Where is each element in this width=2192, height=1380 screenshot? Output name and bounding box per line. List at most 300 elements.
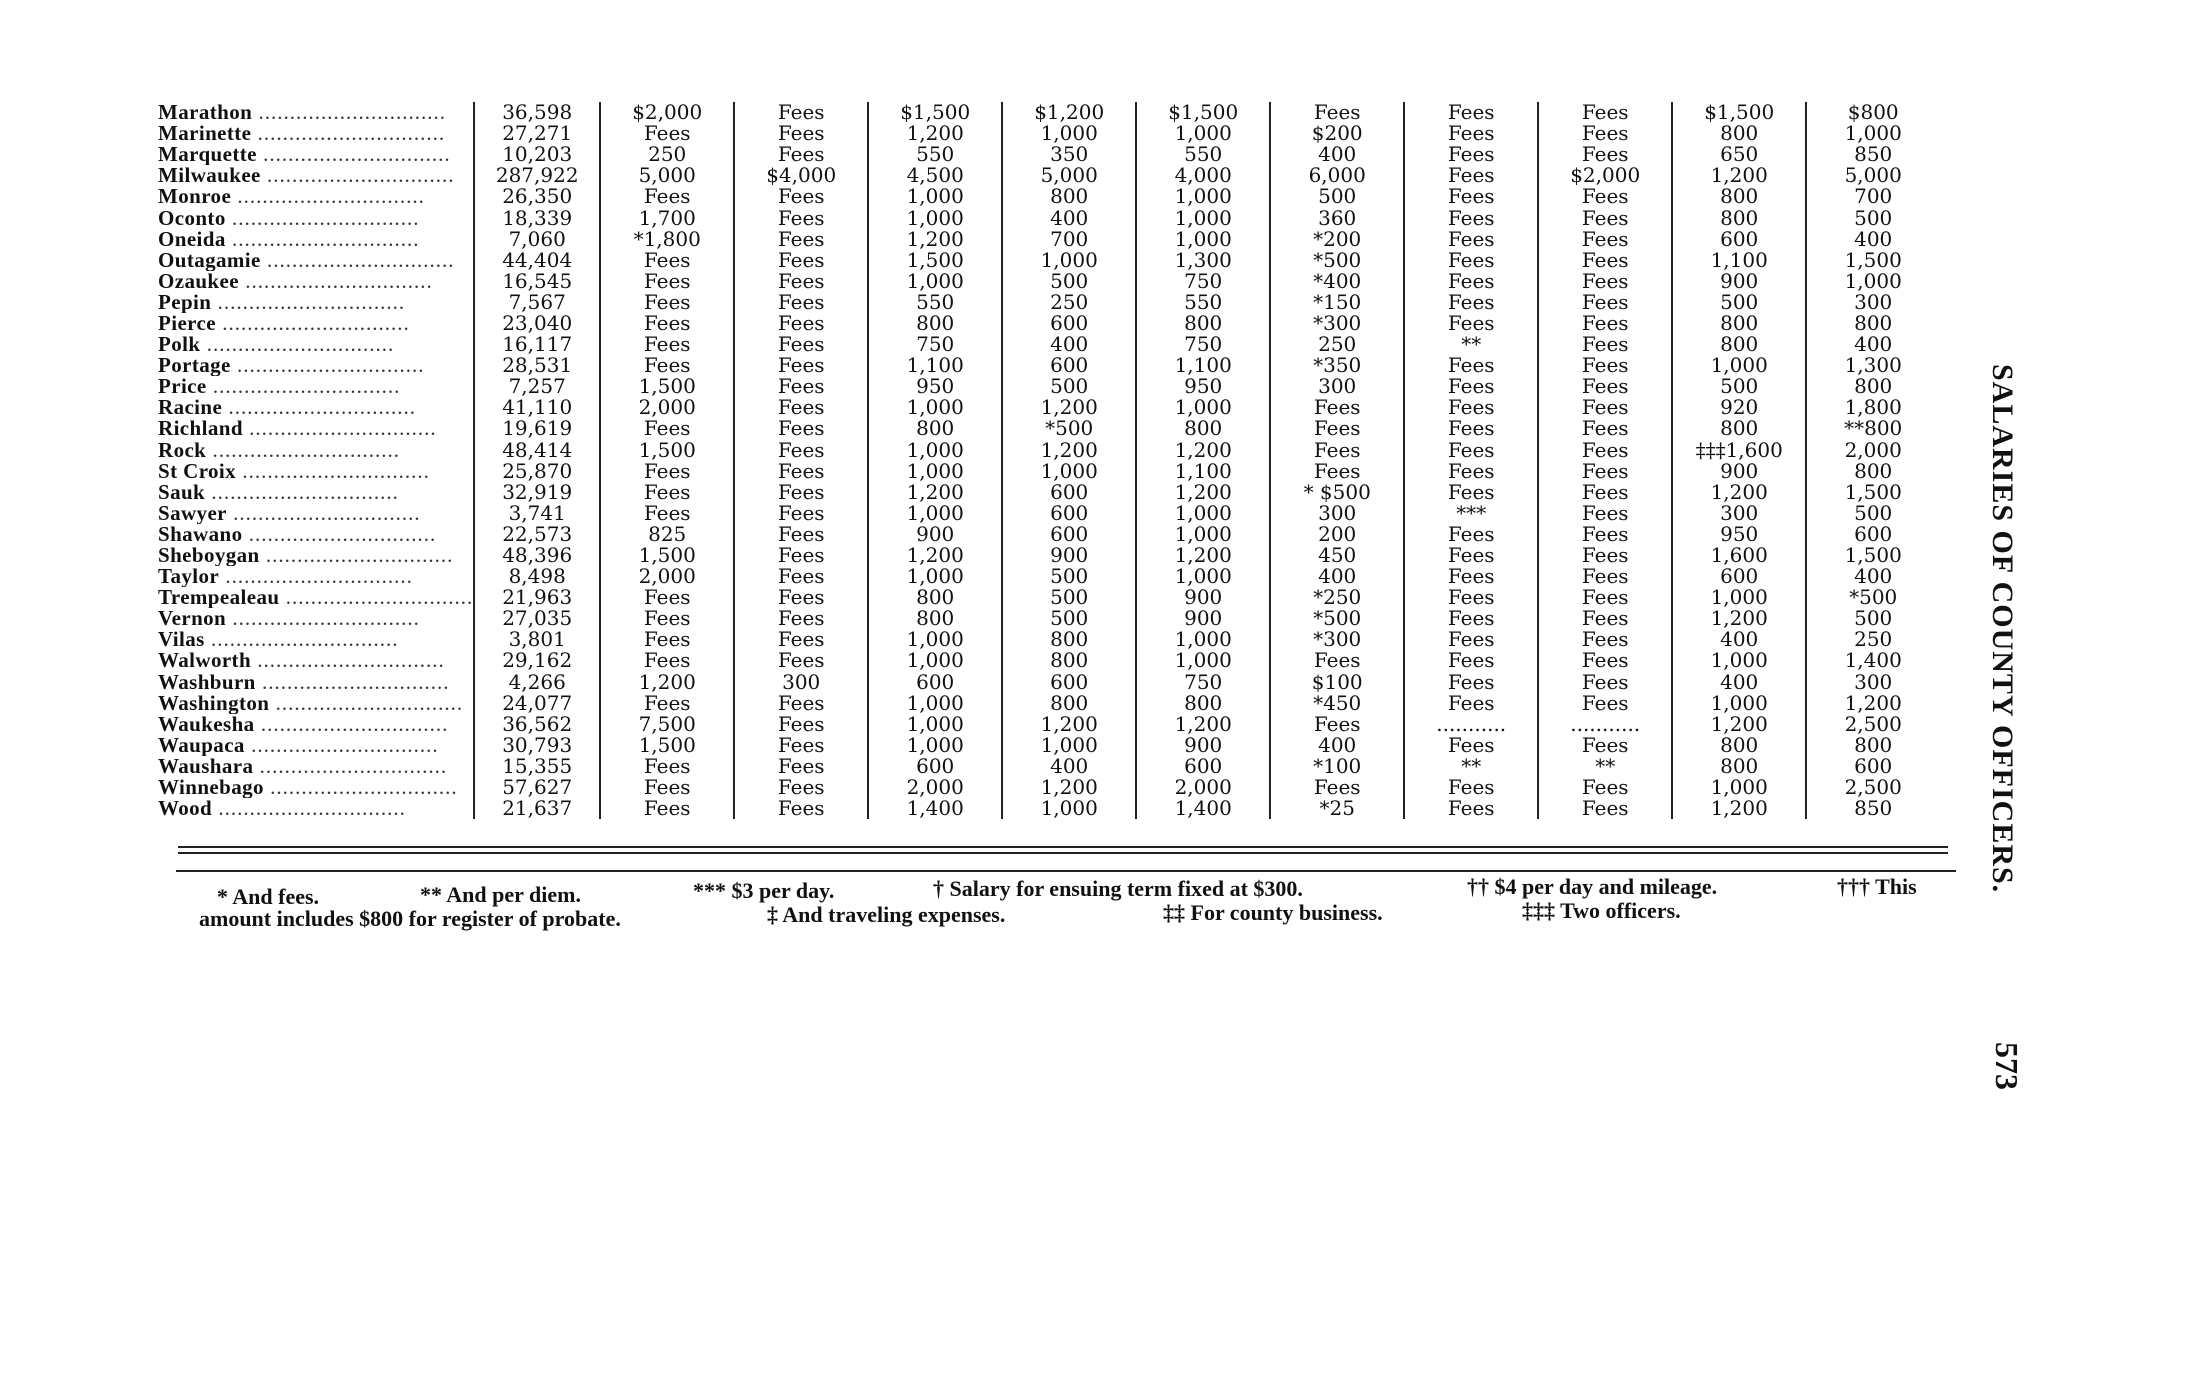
value-cell: 600 — [1002, 524, 1136, 545]
value-cell: 1,700 — [600, 207, 734, 228]
value-cell: 250 — [1806, 629, 1939, 650]
value-cell: Fees — [1404, 165, 1538, 186]
value-cell: 400 — [1806, 566, 1939, 587]
value-cell: Fees — [1270, 714, 1404, 735]
county-name-cell — [158, 735, 474, 756]
leader-dots: .............................. — [242, 523, 437, 545]
value-cell: Fees — [600, 798, 734, 819]
county-name: Vernon — [158, 608, 227, 630]
value-cell: 850 — [1806, 144, 1939, 165]
value-cell: 500 — [1672, 376, 1806, 397]
value-cell: Fees — [1404, 355, 1538, 376]
value-cell: Fees — [1270, 650, 1404, 671]
table-row — [158, 292, 1939, 313]
value-cell: Fees — [600, 186, 734, 207]
value-cell: 5,000 — [600, 165, 734, 186]
leader-dots: .............................. — [256, 144, 451, 166]
value-cell: 1,000 — [1136, 503, 1270, 524]
value-cell: 550 — [868, 292, 1002, 313]
value-cell: 1,300 — [1806, 355, 1939, 376]
value-cell: Fees — [600, 693, 734, 714]
value-cell: 1,000 — [1136, 186, 1270, 207]
leader-dots: .............................. — [238, 270, 433, 292]
value-cell: 1,200 — [1136, 714, 1270, 735]
footnote-county-business: ‡‡ For county business. — [1163, 900, 1383, 925]
county-name: Racine — [158, 397, 223, 419]
value-cell: 800 — [1672, 123, 1806, 144]
value-cell: Fees — [734, 334, 868, 355]
value-cell: Fees — [600, 123, 734, 144]
value-cell: 1,000 — [1136, 123, 1270, 144]
county-name: Trempealeau — [158, 587, 280, 609]
value-cell: 1,000 — [1672, 587, 1806, 608]
value-cell: 650 — [1672, 144, 1806, 165]
value-cell: 1,000 — [1136, 207, 1270, 228]
value-cell: 28,531 — [474, 355, 600, 376]
county-name: Polk — [158, 334, 201, 356]
value-cell: Fees — [600, 587, 734, 608]
value-cell: 2,000 — [1806, 440, 1939, 461]
leader-dots: .............................. — [215, 312, 410, 335]
value-cell: 800 — [1002, 186, 1136, 207]
value-cell: 800 — [1136, 418, 1270, 439]
leader-dots: .............................. — [244, 734, 439, 756]
value-cell: 1,200 — [1672, 714, 1806, 735]
value-cell: 5,000 — [1002, 165, 1136, 186]
value-cell: 800 — [868, 608, 1002, 629]
value-cell: *150 — [1270, 292, 1404, 313]
value-cell: 600 — [868, 672, 1002, 693]
footnote-rule — [176, 870, 1956, 872]
value-cell: 600 — [1672, 229, 1806, 250]
value-cell: 1,000 — [868, 397, 1002, 418]
value-cell: Fees — [734, 418, 868, 439]
value-cell: 4,266 — [474, 672, 600, 693]
page-number: 573 — [1989, 1042, 2025, 1090]
value-cell: Fees — [734, 629, 868, 650]
leader-dots: .............................. — [206, 376, 401, 398]
value-cell: Fees — [1404, 461, 1538, 482]
value-cell: Fees — [1538, 440, 1672, 461]
value-cell: *300 — [1270, 629, 1404, 650]
value-cell: 7,257 — [474, 376, 600, 397]
table-bottom-rule — [178, 846, 1948, 848]
county-name-cell — [158, 165, 474, 186]
value-cell: Fees — [1404, 777, 1538, 798]
value-cell: Fees — [734, 144, 868, 165]
value-cell: 400 — [1002, 756, 1136, 777]
value-cell: 900 — [1136, 608, 1270, 629]
table-row — [158, 693, 1939, 714]
county-name: Walworth — [158, 650, 252, 672]
table-row — [158, 397, 1939, 418]
value-cell: ........... — [1404, 714, 1538, 735]
value-cell: 57,627 — [474, 777, 600, 798]
leader-dots: .............................. — [251, 123, 446, 145]
value-cell: 600 — [1806, 756, 1939, 777]
county-name-cell — [158, 186, 474, 207]
value-cell: $200 — [1270, 123, 1404, 144]
value-cell: *100 — [1270, 756, 1404, 777]
value-cell: 18,339 — [474, 207, 600, 228]
value-cell: 1,000 — [1672, 777, 1806, 798]
value-cell: 920 — [1672, 397, 1806, 418]
leader-dots: .............................. — [269, 692, 464, 714]
value-cell: 360 — [1270, 207, 1404, 228]
table-row — [158, 756, 1939, 777]
value-cell: 300 — [1806, 292, 1939, 313]
value-cell: 800 — [1806, 735, 1939, 756]
value-cell: Fees — [600, 250, 734, 271]
leader-dots: .............................. — [259, 544, 454, 567]
value-cell: ** — [1538, 756, 1672, 777]
value-cell: 800 — [1136, 693, 1270, 714]
value-cell: 1,500 — [600, 376, 734, 397]
value-cell: 800 — [1672, 313, 1806, 334]
value-cell: Fees — [1538, 334, 1672, 355]
value-cell: Fees — [734, 650, 868, 671]
value-cell: Fees — [1538, 798, 1672, 819]
value-cell: 16,117 — [474, 334, 600, 355]
county-name: Shawano — [158, 523, 243, 545]
value-cell: 300 — [1270, 376, 1404, 397]
value-cell: Fees — [734, 756, 868, 777]
value-cell: $2,000 — [600, 102, 734, 123]
value-cell: 4,000 — [1136, 165, 1270, 186]
value-cell: 1,500 — [868, 250, 1002, 271]
value-cell: 600 — [1002, 482, 1136, 503]
value-cell: Fees — [1538, 587, 1672, 608]
county-name-cell — [158, 440, 474, 461]
value-cell: 32,919 — [474, 482, 600, 503]
value-cell: Fees — [600, 271, 734, 292]
value-cell: 1,200 — [868, 123, 1002, 144]
leader-dots: .............................. — [204, 629, 399, 651]
county-name: Pepin — [158, 291, 212, 313]
county-name-cell — [158, 123, 474, 144]
value-cell: Fees — [734, 524, 868, 545]
value-cell: 2,000 — [600, 566, 734, 587]
table-bottom-rule-2 — [178, 852, 1948, 854]
value-cell: Fees — [1538, 461, 1672, 482]
county-name: Sawyer — [158, 502, 227, 524]
running-title: SALARIES OF COUNTY OFFICERS. — [1986, 364, 2019, 894]
leader-dots: .............................. — [231, 186, 425, 208]
value-cell: 41,110 — [474, 397, 600, 418]
county-name: Pierce — [158, 312, 216, 335]
value-cell: Fees — [1270, 440, 1404, 461]
value-cell: 1,000 — [1002, 250, 1136, 271]
table-row — [158, 376, 1939, 397]
value-cell: 900 — [1672, 271, 1806, 292]
value-cell: 800 — [1672, 207, 1806, 228]
value-cell: Fees — [1538, 672, 1672, 693]
value-cell: *500 — [1270, 250, 1404, 271]
value-cell: Fees — [734, 798, 868, 819]
value-cell: 600 — [1002, 672, 1136, 693]
value-cell: Fees — [1404, 629, 1538, 650]
footnote-amount: amount includes $800 for register of probate. — [199, 906, 621, 931]
value-cell: 1,200 — [868, 482, 1002, 503]
value-cell: Fees — [600, 482, 734, 503]
value-cell: 500 — [1002, 271, 1136, 292]
county-salary-table — [158, 102, 1939, 819]
value-cell: 400 — [1270, 735, 1404, 756]
county-name: Monroe — [158, 186, 232, 208]
value-cell: 1,000 — [868, 650, 1002, 671]
county-name: Vilas — [158, 629, 205, 651]
value-cell: Fees — [1404, 798, 1538, 819]
county-name: St Croix — [158, 460, 237, 482]
table-row — [158, 229, 1939, 250]
county-name: Washington — [158, 692, 270, 714]
value-cell: 400 — [1806, 334, 1939, 355]
value-cell: Fees — [734, 123, 868, 144]
leader-dots: .............................. — [260, 165, 455, 187]
value-cell: Fees — [1404, 397, 1538, 418]
table-row — [158, 714, 1939, 735]
value-cell: 1,200 — [1002, 714, 1136, 735]
value-cell: Fees — [1538, 355, 1672, 376]
value-cell: 800 — [1672, 735, 1806, 756]
value-cell: 800 — [1672, 186, 1806, 207]
value-cell: 1,000 — [1806, 123, 1939, 144]
table-row — [158, 440, 1939, 461]
value-cell: Fees — [734, 777, 868, 798]
county-name: Ozaukee — [158, 270, 239, 292]
value-cell: 800 — [1806, 461, 1939, 482]
table-row — [158, 482, 1939, 503]
value-cell: 800 — [1136, 313, 1270, 334]
value-cell: 22,573 — [474, 524, 600, 545]
footnote-salary-term: † Salary for ensuing term fixed at $300. — [933, 876, 1303, 901]
value-cell: 600 — [1136, 756, 1270, 777]
value-cell: 1,400 — [868, 798, 1002, 819]
county-name-cell — [158, 650, 474, 671]
value-cell: 36,598 — [474, 102, 600, 123]
value-cell: Fees — [1538, 545, 1672, 566]
value-cell: *250 — [1270, 587, 1404, 608]
value-cell: 800 — [1806, 376, 1939, 397]
table-row — [158, 629, 1939, 650]
value-cell: Fees — [1404, 123, 1538, 144]
county-name: Rock — [158, 439, 207, 461]
value-cell: 950 — [868, 376, 1002, 397]
value-cell: Fees — [600, 503, 734, 524]
table-row — [158, 798, 1939, 819]
value-cell: 600 — [1002, 503, 1136, 524]
county-name-cell — [158, 566, 474, 587]
value-cell: Fees — [600, 334, 734, 355]
value-cell: * $500 — [1270, 482, 1404, 503]
value-cell: 5,000 — [1806, 165, 1939, 186]
value-cell: Fees — [1404, 144, 1538, 165]
value-cell: 1,400 — [1136, 798, 1270, 819]
value-cell: 900 — [1002, 545, 1136, 566]
value-cell: 1,000 — [1002, 123, 1136, 144]
leader-dots: .............................. — [251, 650, 445, 672]
value-cell: 1,500 — [600, 545, 734, 566]
value-cell: Fees — [1404, 524, 1538, 545]
value-cell: 8,498 — [474, 566, 600, 587]
value-cell: 44,404 — [474, 250, 600, 271]
county-name-cell — [158, 376, 474, 397]
table-row — [158, 566, 1939, 587]
value-cell: Fees — [1538, 313, 1672, 334]
value-cell: 10,203 — [474, 144, 600, 165]
value-cell: 700 — [1002, 229, 1136, 250]
county-name-cell — [158, 587, 474, 608]
value-cell: 1,200 — [1136, 440, 1270, 461]
value-cell: Fees — [1538, 650, 1672, 671]
leader-dots: .............................. — [219, 566, 413, 588]
value-cell: 26,350 — [474, 186, 600, 207]
table-row — [158, 777, 1939, 798]
footnote-this: ††† This — [1837, 874, 1917, 899]
value-cell: Fees — [734, 186, 868, 207]
value-cell: 250 — [1002, 292, 1136, 313]
county-name: Sheboygan — [158, 544, 260, 567]
value-cell: Fees — [1538, 735, 1672, 756]
value-cell: 1,200 — [1002, 777, 1136, 798]
value-cell: Fees — [1538, 207, 1672, 228]
county-name: Waupaca — [158, 734, 245, 756]
value-cell: 7,060 — [474, 229, 600, 250]
value-cell: 750 — [1136, 271, 1270, 292]
value-cell: Fees — [734, 587, 868, 608]
value-cell: 1,800 — [1806, 397, 1939, 418]
leader-dots: .............................. — [279, 587, 474, 609]
value-cell: 800 — [1672, 334, 1806, 355]
county-name-cell — [158, 397, 474, 418]
value-cell: Fees — [600, 756, 734, 777]
value-cell: Fees — [734, 714, 868, 735]
value-cell: Fees — [1404, 482, 1538, 503]
county-name: Richland — [158, 418, 243, 440]
value-cell: 1,000 — [868, 440, 1002, 461]
table-row — [158, 313, 1939, 334]
value-cell: Fees — [1538, 503, 1672, 524]
value-cell: 400 — [1672, 629, 1806, 650]
table-row — [158, 123, 1939, 144]
value-cell: *500 — [1806, 587, 1939, 608]
leader-dots: .............................. — [206, 439, 401, 461]
county-name: Waushara — [158, 755, 254, 777]
value-cell: 1,000 — [868, 186, 1002, 207]
value-cell: Fees — [734, 503, 868, 524]
leader-dots: .............................. — [226, 608, 420, 630]
value-cell: 1,100 — [1136, 461, 1270, 482]
value-cell: 300 — [1806, 672, 1939, 693]
value-cell: 800 — [1672, 418, 1806, 439]
value-cell: 48,414 — [474, 440, 600, 461]
value-cell: 900 — [1136, 735, 1270, 756]
value-cell: Fees — [1404, 672, 1538, 693]
value-cell: Fees — [1538, 777, 1672, 798]
leader-dots: .............................. — [225, 228, 420, 250]
value-cell: Fees — [734, 461, 868, 482]
county-name: Marinette — [158, 123, 252, 145]
value-cell: 1,200 — [1806, 693, 1939, 714]
value-cell: 1,200 — [1672, 482, 1806, 503]
county-name-cell — [158, 313, 474, 334]
value-cell: 19,619 — [474, 418, 600, 439]
value-cell: $1,500 — [868, 102, 1002, 123]
value-cell: Fees — [734, 482, 868, 503]
county-name-cell — [158, 207, 474, 228]
value-cell: 1,500 — [1806, 482, 1939, 503]
value-cell: 3,801 — [474, 629, 600, 650]
value-cell: Fees — [1404, 418, 1538, 439]
value-cell: 400 — [1270, 566, 1404, 587]
value-cell: 700 — [1806, 186, 1939, 207]
footnote-and-fees: * And fees. — [217, 884, 320, 909]
county-name-cell — [158, 756, 474, 777]
leader-dots: .............................. — [211, 291, 406, 313]
county-name-cell — [158, 355, 474, 376]
value-cell: 1,000 — [1136, 566, 1270, 587]
value-cell: Fees — [1404, 292, 1538, 313]
value-cell: 1,000 — [1136, 629, 1270, 650]
county-name: Taylor — [158, 566, 220, 588]
value-cell: $1,200 — [1002, 102, 1136, 123]
county-name-cell — [158, 608, 474, 629]
value-cell: 500 — [1672, 292, 1806, 313]
leader-dots: .............................. — [225, 207, 420, 229]
footnote-mileage: †† $4 per day and mileage. — [1467, 874, 1718, 899]
leader-dots: .............................. — [230, 355, 425, 377]
value-cell: 950 — [1136, 376, 1270, 397]
value-cell: Fees — [734, 207, 868, 228]
value-cell: 400 — [1270, 144, 1404, 165]
county-name-cell — [158, 144, 474, 165]
value-cell: Fees — [734, 693, 868, 714]
county-name: Winnebago — [158, 777, 264, 799]
leader-dots: .............................. — [222, 397, 416, 419]
leader-dots: .............................. — [254, 713, 449, 735]
value-cell: 1,200 — [868, 229, 1002, 250]
county-name-cell — [158, 271, 474, 292]
value-cell: 500 — [1270, 186, 1404, 207]
county-name: Marquette — [158, 144, 257, 166]
value-cell: 800 — [868, 418, 1002, 439]
value-cell: *450 — [1270, 693, 1404, 714]
value-cell: 400 — [1806, 229, 1939, 250]
value-cell: Fees — [1270, 102, 1404, 123]
footnote-two-officers: ‡‡‡ Two officers. — [1522, 898, 1681, 923]
value-cell: Fees — [600, 418, 734, 439]
value-cell: 850 — [1806, 798, 1939, 819]
leader-dots: .............................. — [253, 755, 448, 777]
county-name-cell — [158, 693, 474, 714]
county-name: Outagamie — [158, 249, 261, 271]
leader-dots: .............................. — [205, 481, 399, 503]
value-cell: 1,200 — [1672, 608, 1806, 629]
county-name-cell — [158, 714, 474, 735]
value-cell: 1,000 — [1136, 650, 1270, 671]
value-cell: Fees — [1538, 144, 1672, 165]
value-cell: 1,200 — [868, 545, 1002, 566]
county-name-cell — [158, 292, 474, 313]
value-cell: Fees — [1270, 777, 1404, 798]
value-cell: Fees — [734, 313, 868, 334]
value-cell: 1,000 — [868, 271, 1002, 292]
value-cell: 48,396 — [474, 545, 600, 566]
county-name-cell — [158, 545, 474, 566]
table-row — [158, 461, 1939, 482]
value-cell: 1,600 — [1672, 545, 1806, 566]
value-cell: Fees — [734, 292, 868, 313]
